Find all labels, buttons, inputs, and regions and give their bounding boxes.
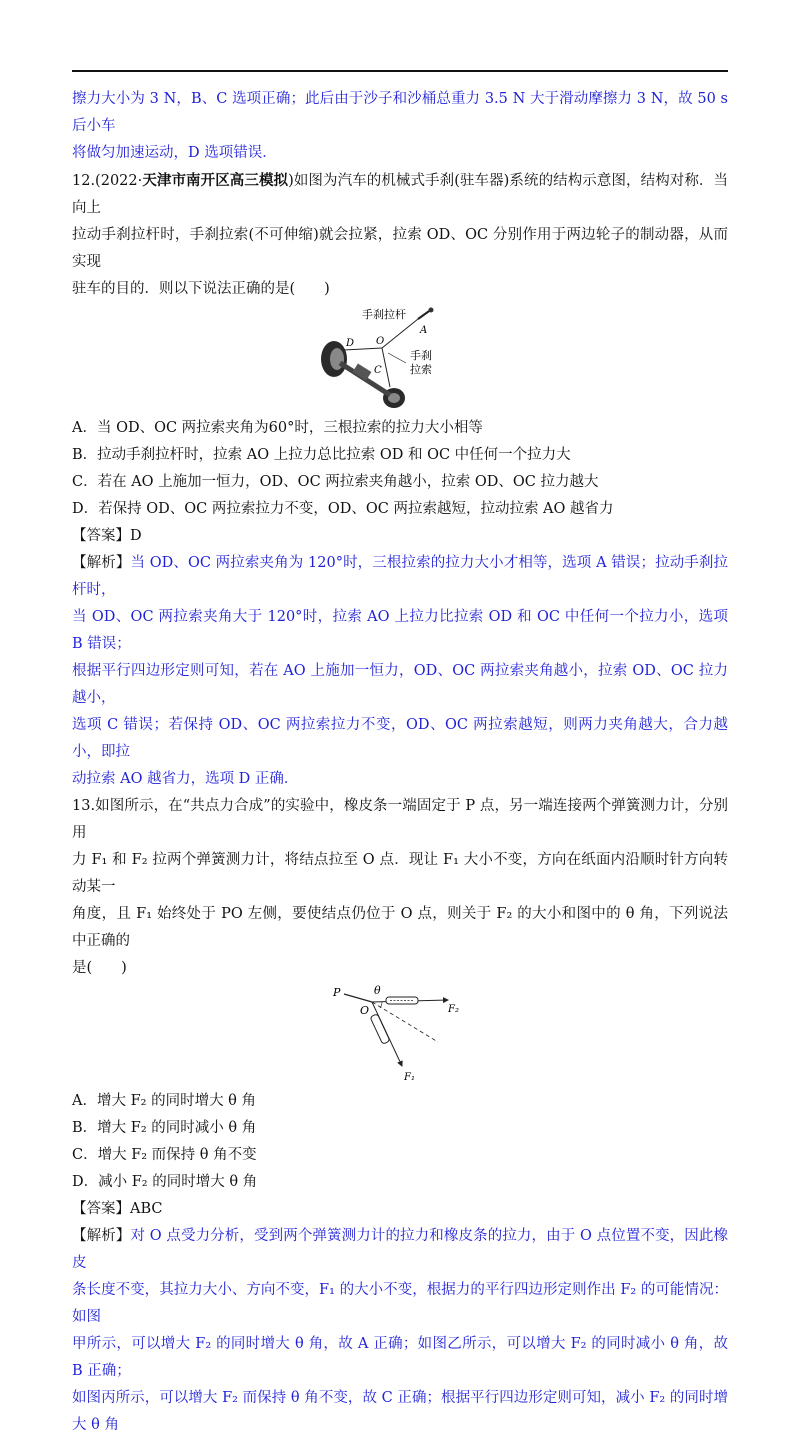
q13-answer-value: ABC	[130, 1201, 163, 1217]
header-rule	[72, 70, 728, 72]
q12-analysis-line-3: 根据平行四边形定则可知，若在 AO 上施加一恒力，OD、OC 两拉索夹角越小，拉索 OD、OC 拉力越小，	[72, 663, 728, 706]
q13-option-b: B．增大 F₂ 的同时减小 θ 角	[72, 1120, 257, 1136]
q12-option-d: D．若保持 OD、OC 两拉索拉力不变，OD、OC 两拉索越短，拉动拉索 AO 越省力	[72, 501, 614, 517]
label-o: O	[376, 336, 385, 347]
q12-option-c: C．若在 AO 上施加一恒力，OD、OC 两拉索夹角越小，拉索 OD、OC 拉力越大	[72, 474, 599, 490]
q13-analysis-text-1: 对 O 点受力分析，受到两个弹簧测力计的拉力和橡皮条的拉力，由于 O 点位置不变，因此橡皮	[72, 1228, 729, 1271]
q13-stem-line-3: 角度，且 F₁ 始终处于 PO 左侧，要使结点仍位于 O 点，则关于 F₂ 的大小和图中的 θ 角，下列说法中正确的	[72, 906, 728, 949]
continuation-line-1: 擦力大小为 3 N，B、C 选项正确；此后由于沙子和沙桶总重力 3.5 N 大于滑动摩擦力 3 N，故 50 s 后小车	[72, 91, 728, 134]
q13-analysis-line-3: 甲所示，可以增大 F₂ 的同时增大 θ 角，故 A 正确；如图乙所示，可以增大 F₂ 的同时减小 θ 角，故 B 正确；	[72, 1336, 728, 1379]
lever-knob	[429, 308, 434, 313]
force-diagram	[330, 984, 470, 1084]
handbrake-diagram	[310, 305, 490, 411]
q12-analysis-text-1: 当 OD、OC 两拉索夹角为 120°时，三根拉索的拉力大小才相等，选项 A 错误；拉动手刹拉杆时，	[72, 555, 729, 598]
q13-analysis-line-4: 如图丙所示，可以增大 F₂ 而保持 θ 角不变，故 C 正确；根据平行四边形定则可知，减小 F₂ 的同时增大 θ 角	[72, 1390, 728, 1433]
q13-analysis-line-2: 条长度不变，其拉力大小、方向不变，F₁ 的大小不变，根据力的平行四边形定则作出 F₂ 的可能情况：如图	[72, 1282, 728, 1325]
q12-analysis-line-2: 当 OD、OC 两拉索夹角大于 120°时，拉索 AO 上拉力比拉索 OD 和 OC 中任何一个拉力小，选项 B 错误；	[72, 609, 728, 652]
q13-stem-line-2: 力 F₁ 和 F₂ 拉两个弹簧测力计，将结点拉至 O 点．现让 F₁ 大小不变，方向在纸面内沿顺时针方向转动某一	[72, 852, 728, 895]
q13-option-d: D．减小 F₂ 的同时增大 θ 角	[72, 1174, 258, 1190]
label-c: C	[374, 365, 382, 376]
page-content	[72, 86, 728, 1439]
label-theta: θ	[374, 984, 381, 997]
q12-stem-line-2: 拉动手刹拉杆时，手刹拉索(不可伸缩)就会拉紧，拉索 OD、OC 分别作用于两边轮子的制动器，从而实现	[72, 227, 728, 270]
q12-number: 12.(2022·	[72, 173, 143, 189]
q12-option-a: A．当 OD、OC 两拉索夹角为60°时，三根拉索的拉力大小相等	[72, 420, 483, 436]
q12-answer	[72, 523, 728, 550]
label-o: O	[360, 1004, 370, 1017]
continuation-line-2: 将做匀加速运动，D 选项错误．	[72, 145, 277, 161]
q12-analysis-label: 【解析】	[72, 555, 131, 571]
label-pointer	[388, 353, 406, 363]
q13-stem-line-1: 13.如图所示，在“共点力合成”的实验中，橡皮条一端固定于 P 点，另一端连接两个弹簧测力计，分别用	[72, 798, 728, 841]
q13-answer-label: 【答案】	[72, 1201, 130, 1217]
q12-answer-label: 【答案】	[72, 528, 130, 544]
q13-stem-line-4: 是( )	[72, 960, 127, 976]
q12-analysis-line-5: 动拉索 AO 越省力，选项 D 正确．	[72, 771, 299, 787]
q12-analysis-line-1	[72, 550, 728, 604]
q12-analysis-line-4: 选项 C 错误；若保持 OD、OC 两拉索拉力不变，OD、OC 两拉索越短，则两力夹角越大，合力越小，即拉	[72, 717, 728, 760]
label-cable-2: 拉索	[410, 363, 432, 376]
label-a: A	[420, 325, 428, 336]
q12-figure	[72, 305, 728, 411]
q13-analysis-label: 【解析】	[72, 1228, 131, 1244]
q13-analysis-line-1	[72, 1223, 728, 1277]
q12-stem-after-source: )如图为汽车的机械式手刹(驻车器)系统的结构示意图，结构对称．当向上	[72, 173, 729, 216]
cable-ao	[382, 319, 418, 348]
theta-arc	[380, 1002, 382, 1008]
label-cable-1: 手刹	[410, 349, 432, 362]
label-lever: 手刹拉杆	[362, 308, 406, 321]
q12-option-b: B．拉动手刹拉杆时，拉索 AO 上拉力总比拉索 OD 和 OC 中任何一个拉力大	[72, 447, 571, 463]
label-d: D	[346, 338, 355, 349]
q13-option-a: A．增大 F₂ 的同时增大 θ 角	[72, 1093, 257, 1109]
q13-option-c: C．增大 F₂ 而保持 θ 角不变	[72, 1147, 257, 1163]
q12-stem-line-3: 驻车的目的．则以下说法正确的是( )	[72, 281, 330, 297]
label-f1: F₁	[404, 1072, 415, 1083]
label-f2: F₂	[448, 1004, 459, 1015]
rubber-band	[344, 994, 372, 1002]
cable-oc	[382, 348, 390, 387]
label-p: P	[333, 986, 341, 999]
q12-source: 天津市南开区高三模拟	[142, 172, 289, 189]
q13-figure	[72, 984, 728, 1084]
q12-stem-line-1	[72, 167, 728, 222]
q12-answer-value: D	[130, 528, 142, 544]
q13-answer	[72, 1196, 728, 1223]
